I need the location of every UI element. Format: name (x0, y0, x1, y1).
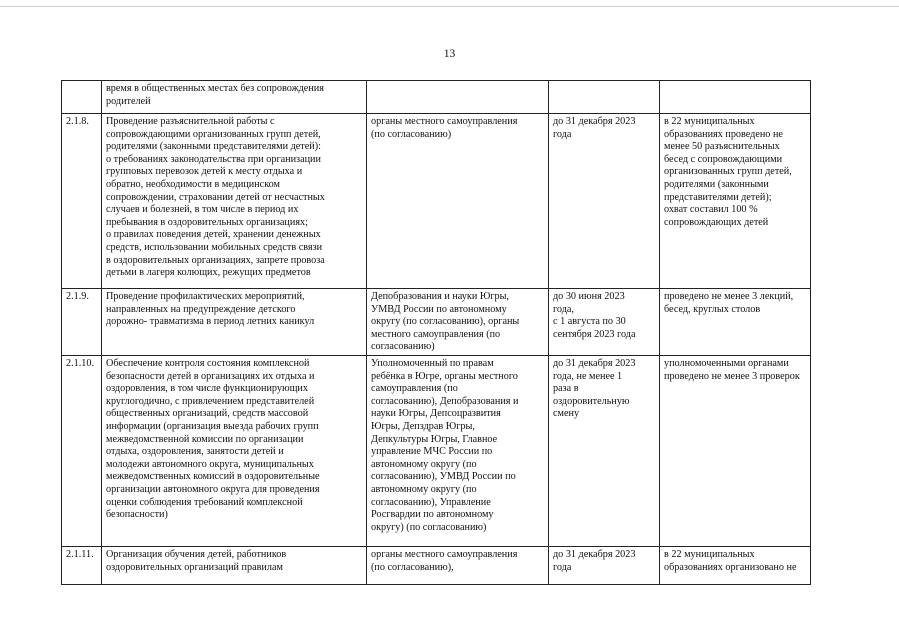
item-number-cell: 2.1.11. (62, 546, 102, 584)
scan-edge-line (0, 6, 899, 7)
cell-line: случаев и болезней, в том числе в период их (106, 204, 299, 216)
cell-line: круглогодично, с привлечением представителей (106, 395, 315, 407)
cell-line: самоуправления (по (371, 383, 458, 395)
cell-line: в 22 муниципальных (664, 116, 755, 127)
cell-line: сопровождении, страховании детей от несчастных (106, 191, 325, 203)
cell-line: Депкультуры Югры, Главное (371, 433, 498, 445)
cell-line: оздоровления, в том числе функционирующих (106, 383, 308, 395)
cell-line: (по согласованию) (371, 128, 452, 140)
cell-line: управление МЧС России по (371, 446, 493, 458)
cell-line: с 1 августа по 30 (553, 316, 626, 328)
cell-line: безопасности) (106, 509, 168, 521)
plan-table (61, 80, 811, 585)
cell-line: согласованию), УМВД России по (371, 471, 516, 483)
deadline-cell (549, 546, 660, 584)
result-cell (660, 289, 811, 356)
activity-cell (102, 114, 367, 289)
activity-cell (102, 289, 367, 356)
result-cell (660, 355, 811, 546)
cell-line: оздоровительную (553, 395, 630, 407)
cell-line: органы местного самоуправления (371, 116, 518, 127)
cell-line: организованных групп детей, (664, 166, 792, 178)
cell-line: органы местного самоуправления (371, 548, 518, 560)
cell-line: согласованию), Управление (371, 496, 491, 508)
cell-line: ребёнка в Югре, органы местного (371, 370, 518, 382)
cell-line: молодежи автономного округа, муниципальных (106, 458, 314, 470)
activity-cell (102, 81, 367, 114)
cell-line: сопровождающими организованных групп детей, (106, 128, 321, 140)
cell-line: родителей (106, 95, 151, 107)
activity-cell (102, 355, 367, 546)
cell-line: раза в (553, 383, 579, 395)
cell-line: организации автономного округа для проведения (106, 483, 320, 495)
cell-line: о требованиях законодательства при организации (106, 153, 321, 165)
cell-line: оценки соблюдения требований комплексной (106, 496, 303, 508)
cell-line: в 22 муниципальных (664, 548, 755, 560)
cell-line: Росгвардии по автономному (371, 509, 494, 521)
result-cell (660, 114, 811, 289)
result-cell (660, 81, 811, 114)
table-row (62, 546, 811, 584)
cell-line: (по согласованию), (371, 561, 454, 573)
cell-line: межведомственной комиссии по организации (106, 433, 304, 445)
cell-line: оздоровительных организаций правилам (106, 561, 283, 573)
cell-line: Проведение профилактических мероприятий, (106, 291, 305, 302)
cell-line: представителями детей); (664, 191, 772, 203)
cell-line: групповых перевозок детей к месту отдыха и (106, 166, 303, 178)
item-number-cell: 2.1.8. (62, 114, 102, 289)
cell-line: дорожно- травматизма в период летних каникул (106, 316, 315, 328)
cell-line: уполномоченными органами (664, 357, 789, 369)
cell-line: межведомственных комиссий в оздоровительные (106, 471, 320, 483)
page-number: 13 (443, 48, 456, 60)
cell-line: Депобразования и науки Югры, (371, 291, 509, 302)
cell-line: науки Югры, Депсоцразвития (371, 408, 501, 420)
cell-line: направленных на предупреждение детского (106, 303, 296, 315)
item-number-cell (62, 81, 102, 114)
cell-line: сентября 2023 года (553, 328, 636, 340)
cell-line: до 31 декабря 2023 (553, 357, 636, 369)
cell-line: проведено не менее 3 лекций, (664, 291, 794, 302)
cell-line: охват составил 100 % (664, 204, 758, 216)
cell-line: согласованию), Депобразования и (371, 395, 519, 407)
cell-line: отдыха, оздоровления, занятости детей и (106, 446, 284, 458)
cell-line: образованиях организовано не (664, 561, 797, 573)
cell-line: Обеспечение контроля состояния комплексной (106, 357, 310, 369)
cell-line: родителями (законными представителями детей): (106, 141, 321, 153)
cell-line: в оздоровительных организациях, запрете провоза (106, 254, 325, 266)
deadline-cell (549, 355, 660, 546)
table-row (62, 355, 811, 546)
cell-line: проведено не менее 3 проверок (664, 370, 800, 382)
cell-line: Югры, Депздрав Югры, (371, 420, 475, 432)
cell-line: бесед, круглых столов (664, 303, 761, 315)
cell-line: информации (организация выезда рабочих групп (106, 420, 319, 432)
deadline-cell (549, 289, 660, 356)
cell-line: Организация обучения детей, работников (106, 548, 287, 560)
cell-line: смену (553, 408, 580, 420)
cell-line: года, (553, 303, 574, 315)
deadline-cell (549, 81, 660, 114)
cell-line: общественных организаций, средств массовой (106, 408, 309, 420)
cell-line: обратно, необходимости в медицинском (106, 178, 280, 190)
table-row (62, 289, 811, 356)
table-row (62, 114, 811, 289)
cell-line: до 31 декабря 2023 (553, 116, 636, 127)
cell-line: местного самоуправления (по (371, 328, 501, 340)
cell-line: время в общественных местах без сопровождения (106, 83, 324, 94)
cell-line: родителями (законными (664, 178, 769, 190)
cell-line: Уполномоченный по правам (371, 357, 494, 369)
responsible-cell (367, 546, 549, 584)
responsible-cell (367, 114, 549, 289)
cell-line: менее 50 разъяснительных (664, 141, 780, 153)
item-number-cell: 2.1.10. (62, 355, 102, 546)
cell-line: сопровождающих детей (664, 216, 769, 228)
responsible-cell (367, 81, 549, 114)
cell-line: года (553, 561, 572, 573)
cell-line: года, не менее 1 (553, 370, 623, 382)
cell-line: до 31 декабря 2023 (553, 548, 636, 560)
cell-line: детьми в лагеря колющих, режущих предметов (106, 267, 311, 279)
cell-line: года (553, 128, 572, 140)
cell-line: округу) (по согласованию) (371, 521, 487, 533)
deadline-cell (549, 114, 660, 289)
item-number-cell: 2.1.9. (62, 289, 102, 356)
cell-line: УМВД России по автономному (371, 303, 507, 315)
cell-line: пребывания в оздоровительных организациях; (106, 216, 308, 228)
cell-line: бесед с сопровождающими (664, 153, 783, 165)
cell-line: образованиях проведено не (664, 128, 783, 140)
cell-line: средств, использовании мобильных средств связи (106, 241, 323, 253)
plan-table-body (62, 81, 811, 585)
cell-line: согласованию) (371, 341, 435, 353)
cell-line: до 30 июня 2023 (553, 291, 625, 302)
activity-cell (102, 546, 367, 584)
cell-line: автономному округу (по (371, 483, 477, 495)
cell-line: округу (по согласованию), органы (371, 316, 520, 328)
cell-line: Проведение разъяснительной работы с (106, 116, 275, 127)
responsible-cell (367, 289, 549, 356)
cell-line: о правилах поведения детей, хранении денежных (106, 229, 321, 241)
cell-line: безопасности детей в организациях их отдыха и (106, 370, 315, 382)
responsible-cell (367, 355, 549, 546)
cell-line: автономному округу (по (371, 458, 477, 470)
result-cell (660, 546, 811, 584)
table-row (62, 81, 811, 114)
